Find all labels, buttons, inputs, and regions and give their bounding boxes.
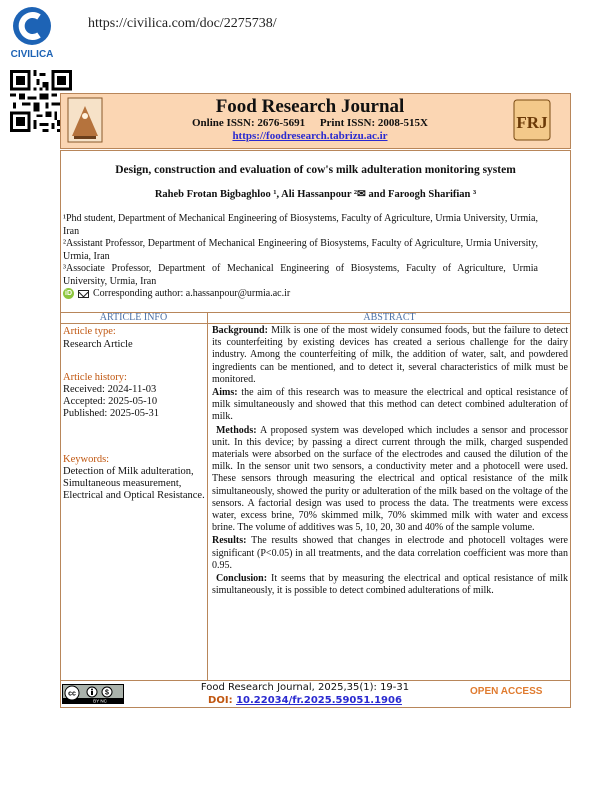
published-date: Published: 2025-05-31: [63, 408, 159, 419]
paper-title: Design, construction and evaluation of cow's milk adulteration monitoring system: [115, 164, 516, 176]
abstract-body: [212, 325, 568, 597]
document-url[interactable]: https://civilica.com/doc/2275738/: [88, 16, 277, 31]
abstract-methods: Methods: A proposed system was developed which includes a sensor and processor unit. In this device; by passing a direct current through the milk, charged suspended materials were absorbed on the surface of the electrodes and caused the dilution of the milk. In the sensor unit two sensors, a conductivity meter and a photocell were used. These sensors through measuring the electrical and optical resistance of the milk simultaneously, showed the purity or adulteration of the milk based on the voltage of the sensors. A factorial design was used to process the data. The treatments were excess water, excess brine, 70% skimmed milk, 70% skimmed milk with water and excess brine. The volume of additives was 5, 10, 20, 30 and 40% of the sample volume.: [212, 424, 569, 534]
affiliation-2: ²Assistant Professor, Department of Mechanical Engineering of Biosystems, Faculty of Agriculture, Urmia University, Urmia, Iran: [63, 238, 538, 262]
mail-icon: [78, 290, 89, 298]
corresponding-author: [63, 288, 290, 299]
civilica-logo[interactable]: [6, 4, 58, 60]
received-date: Received: 2024-11-03: [63, 384, 157, 395]
journal-emblem-icon: [66, 96, 104, 144]
accepted-date: Accepted: 2025-05-10: [63, 396, 158, 407]
journal-title: Food Research Journal: [215, 96, 405, 117]
article-type-heading: Article type:: [63, 326, 116, 337]
cc-by-nc-license-icon[interactable]: [62, 684, 124, 704]
keywords-list: Detection of Milk adulteration, Simultaneous measurement, Electrical and Optical Resistance.: [63, 466, 205, 501]
article-info-heading: ARTICLE INFO: [99, 312, 168, 323]
footer-divider: [60, 680, 571, 681]
abstract-aims: Aims: the aim of this research was to measure the electrical and optical resistance of milk simultaneously and showed that this method can detect combined adulteration of milk.: [212, 387, 568, 423]
abstract-heading: ABSTRACT: [363, 312, 416, 323]
abstract-background: Background: Milk is one of the most widely consumed foods, but the failure to detect its counterfeiting by existing devices has created a serious challenge for the dairy industry. Among the counterfeiting of milk, the addition of water, salt, and powdered ingredients can be mentioned, and to detect it, several characteristics of milk must be monitored.: [212, 325, 568, 385]
article-type-value: Research Article: [63, 339, 133, 350]
print-issn: Print ISSN: 2008-515X: [319, 117, 428, 129]
issn-line: [110, 117, 510, 129]
svg-text:BY NC: BY NC: [93, 698, 107, 704]
article-history-heading: Article history:: [63, 372, 127, 383]
corresponding-author-text: Corresponding author: a.hassanpour@urmia.ac.ir: [93, 288, 291, 299]
affiliation-1: ¹Phd student, Department of Mechanical Engineering of Biosystems, Faculty of Agriculture, Urmia University, Urmia, Iran: [63, 213, 538, 237]
doi-label: DOI:: [208, 695, 237, 706]
orcid-icon[interactable]: iD: [65, 290, 72, 297]
abstract-results: Results: The results showed that changes in electrode and photocell voltages were significant (P<0.05) in all treatments, and the data correlation coefficient was more than 0.95.: [212, 535, 568, 571]
frj-logo-icon: [510, 96, 554, 144]
open-access-logo: OPEN ACCESS: [470, 686, 543, 697]
svg-text:$: $: [105, 689, 109, 697]
author-list: Raheb Frotan Bigbaghloo ¹, Ali Hassanpour ²✉ and Faroogh Sharifian ³: [154, 189, 477, 200]
svg-text:cc: cc: [68, 690, 76, 698]
affiliation-3: ³Associate Professor, Department of Mechanical Engineering of Biosystems, Faculty of Agriculture, Urmia University, Urmia, Iran: [63, 263, 538, 287]
column-divider: [207, 312, 208, 680]
abstract-conclusion: Conclusion: It seems that by measuring the electrical and optical resistance of milk simultaneously, it is possible to detect combined adulterations of milk.: [212, 573, 569, 597]
doi-line: [140, 695, 470, 706]
doi-link[interactable]: 10.22034/fr.2025.59051.1906: [236, 695, 402, 706]
journal-url-link[interactable]: https://foodresearch.tabrizu.ac.ir: [232, 130, 388, 142]
citation-line: Food Research Journal, 2025,35(1): 19-31: [200, 682, 410, 693]
svg-text:FRJ: FRJ: [516, 113, 548, 132]
civilica-label: CIVILICA: [10, 49, 54, 60]
keywords-heading: Keywords:: [63, 454, 110, 465]
online-issn: Online ISSN: 2676-5691: [192, 117, 306, 129]
